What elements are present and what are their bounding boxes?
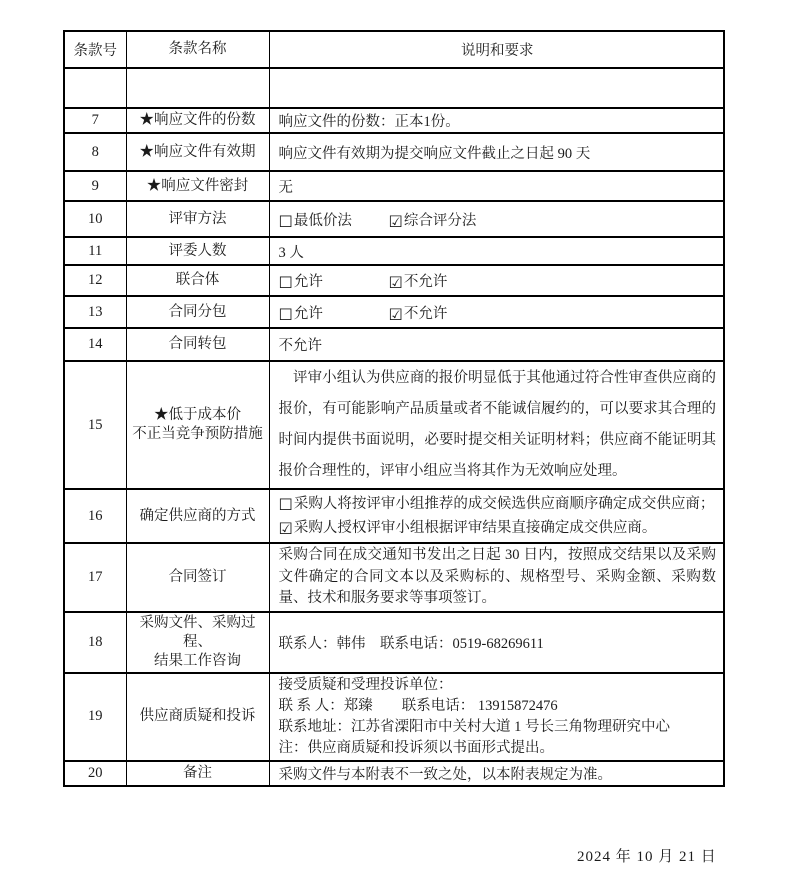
clause-id-cell: 15	[64, 361, 126, 489]
clause-name-cell	[126, 612, 269, 673]
table-row-19	[64, 673, 724, 761]
option-label: 不允许	[403, 274, 448, 290]
clause-name-cell: 联合体	[126, 265, 269, 296]
option-comprehensive-scoring	[389, 213, 477, 229]
clause-id-cell: 10	[64, 201, 126, 237]
clause-id-cell	[64, 68, 126, 108]
checkbox-unchecked-icon: ☐	[278, 273, 293, 292]
table-row-17	[64, 543, 724, 612]
clause-name-cell	[126, 361, 269, 489]
checkbox-checked-icon: ☑	[388, 211, 403, 231]
option-allowed	[279, 302, 389, 323]
clause-name-cell: ★响应文件的份数	[126, 108, 269, 133]
header-clause-desc: 说明和要求	[269, 31, 724, 68]
clause-desc-cell	[269, 361, 724, 489]
clause-id-cell: 9	[64, 171, 126, 201]
table-row-18	[64, 612, 724, 673]
option-not-allowed	[389, 306, 448, 322]
clause-desc-cell: 3 人	[269, 237, 724, 265]
clause-name-cell: 合同签订	[126, 543, 269, 612]
clauses-table	[63, 30, 725, 787]
clause-desc-cell: 响应文件有效期为提交响应文件截止之日起 90 天	[269, 133, 724, 171]
clause-desc-paragraph: 评审小组认为供应商的报价明显低于其他通过符合性审查供应商的报价，有可能影响产品质量或者不能诚信履约的，可以要求其合理的时间内提供书面说明，必要时提交相关证明材料；供应商不能证明其报价合理性的，评审小组应当将其作为无效响应处理。	[278, 370, 716, 479]
clause-desc-cell: 不允许	[269, 328, 724, 361]
clause-name-cell: 评委人数	[126, 237, 269, 265]
clause-id-cell: 13	[64, 296, 126, 328]
clause-desc-line: 注：供应商质疑和投诉须以书面形式提出。	[278, 739, 554, 756]
checkbox-unchecked-icon: ☐	[278, 304, 293, 324]
table-row-12	[64, 265, 724, 296]
clause-name-line: 结果工作咨询	[154, 652, 241, 669]
checkbox-checked-icon: ☑	[278, 519, 293, 538]
table-row-15	[64, 361, 724, 489]
clause-desc-cell	[269, 673, 724, 761]
clause-name-line: 不正当竞争预防措施	[132, 426, 263, 442]
table-row-13	[64, 296, 724, 328]
option-buyer-orders	[279, 492, 717, 516]
clause-id-cell: 7	[64, 108, 126, 133]
clause-desc-line: 联 系 人：郑臻 联系电话： 13915872476	[278, 697, 558, 714]
clause-name-cell: ★响应文件密封	[126, 171, 269, 201]
option-lowest-price	[279, 209, 389, 230]
clause-id-cell: 16	[64, 489, 126, 543]
table-row-8	[64, 133, 724, 171]
checkbox-checked-icon: ☑	[388, 304, 403, 324]
table-header-row	[64, 31, 724, 68]
clause-name-line: 采购文件、采购过程、	[139, 614, 256, 650]
clause-name-cell: 评审方法	[126, 201, 269, 237]
checkbox-unchecked-icon: ☐	[278, 495, 293, 514]
option-not-allowed	[389, 274, 448, 290]
clause-desc-cell	[269, 489, 724, 543]
clause-desc-cell	[269, 543, 724, 612]
option-label: 最低价法	[293, 212, 352, 229]
document-date: 2024 年 10 月 21 日	[577, 849, 717, 865]
table-row-20	[64, 761, 724, 786]
clause-name-cell: 合同转包	[126, 328, 269, 361]
clause-desc-cell	[269, 296, 724, 328]
option-panel-decides	[279, 516, 717, 540]
clause-name-line: ★低于成本价	[154, 407, 241, 423]
clause-name-cell: 合同分包	[126, 296, 269, 328]
clause-desc-cell: 无	[269, 171, 724, 201]
clause-id-cell: 12	[64, 265, 126, 296]
table-row-16	[64, 489, 724, 543]
clause-desc-cell	[269, 201, 724, 237]
clause-desc-cell: 联系人：韩伟 联系电话：0519-68269611	[269, 612, 724, 673]
clause-desc-paragraph: 采购合同在成交通知书发出之日起 30 日内，按照成交结果以及采购文件确定的合同文本以及采购标的、规格型号、采购金额、采购数量、技术和服务要求等事项签订。	[278, 547, 716, 606]
clause-name-cell: 备注	[126, 761, 269, 786]
table-row-empty	[64, 68, 724, 108]
clause-id-cell: 11	[64, 237, 126, 265]
table-row-14	[64, 328, 724, 361]
clause-desc-cell	[269, 265, 724, 296]
table-row-11	[64, 237, 724, 265]
option-allowed	[279, 270, 389, 291]
option-label: 允许	[293, 274, 323, 290]
clause-desc-cell: 采购文件与本附表不一致之处，以本附表规定为准。	[269, 761, 724, 786]
clause-id-cell: 8	[64, 133, 126, 171]
option-label: 采购人将按评审小组推荐的成交候选供应商顺序确定成交供应商；	[293, 496, 715, 512]
checkbox-checked-icon: ☑	[388, 273, 403, 292]
clause-name-cell: 确定供应商的方式	[126, 489, 269, 543]
header-clause-id: 条款号	[64, 31, 126, 68]
clause-id-cell: 14	[64, 328, 126, 361]
table-row-7	[64, 108, 724, 133]
checkbox-unchecked-icon: ☐	[278, 211, 293, 231]
option-label: 允许	[293, 305, 323, 322]
option-label: 采购人授权评审小组根据评审结果直接确定成交供应商。	[293, 520, 657, 536]
table-row-10	[64, 201, 724, 237]
table-row-9	[64, 171, 724, 201]
clause-desc-cell: 响应文件的份数：正本1份。	[269, 108, 724, 133]
clause-id-cell: 19	[64, 673, 126, 761]
clause-id-cell: 20	[64, 761, 126, 786]
clause-name-cell: ★响应文件有效期	[126, 133, 269, 171]
clause-id-cell: 18	[64, 612, 126, 673]
option-label: 综合评分法	[403, 212, 477, 229]
clause-id-cell: 17	[64, 543, 126, 612]
clause-name-cell	[126, 68, 269, 108]
clause-desc-cell	[269, 68, 724, 108]
clause-desc-line: 联系地址：江苏省溧阳市中关村大道 1 号长三角物理研究中心	[278, 718, 670, 735]
clause-name-cell: 供应商质疑和投诉	[126, 673, 269, 761]
clause-desc-line: 接受质疑和受理投诉单位：	[278, 676, 453, 693]
option-label: 不允许	[403, 305, 448, 322]
header-clause-name: 条款名称	[126, 31, 269, 68]
